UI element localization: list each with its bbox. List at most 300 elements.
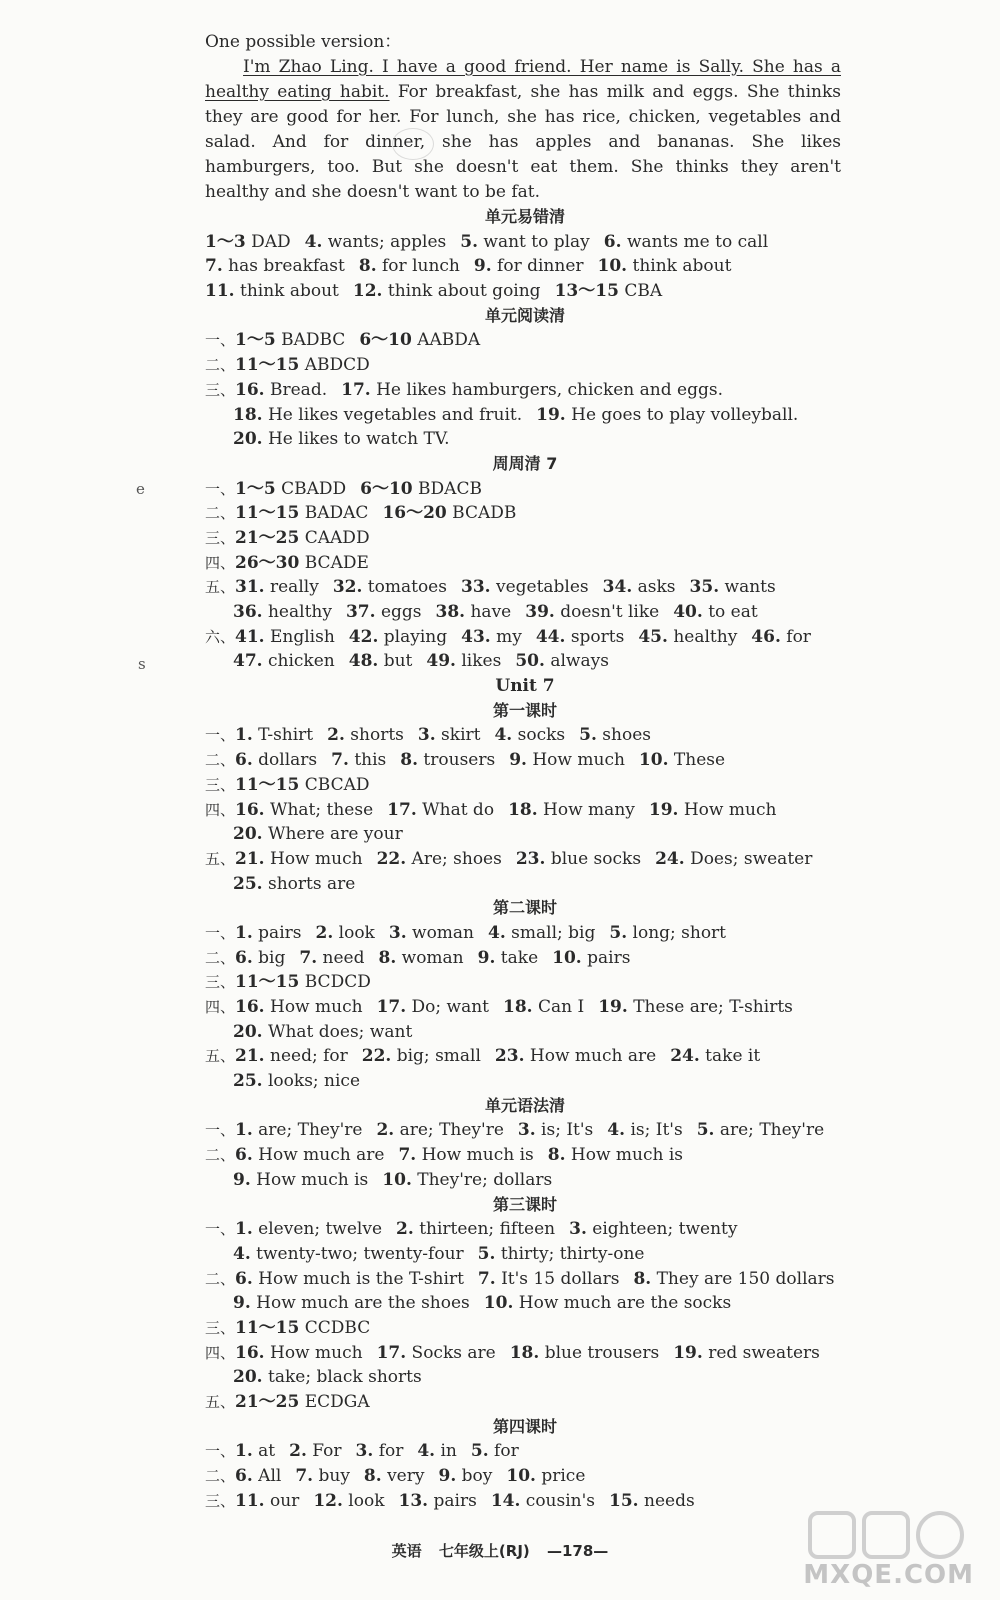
question-number: 35. (689, 577, 720, 598)
answer-line (205, 600, 845, 625)
section-heading: 第三课时 (492, 1194, 557, 1214)
answer-line (205, 921, 845, 946)
section-number: 二、 (205, 504, 236, 523)
question-number: 3. (417, 725, 436, 746)
answer-line (205, 526, 845, 551)
question-number: 9. (509, 750, 527, 771)
question-number: 31. (235, 577, 265, 598)
section-heading: Unit 7 (495, 676, 555, 697)
question-number: 18. (508, 799, 538, 820)
answer-item (233, 1367, 422, 1387)
answer-item (461, 627, 522, 647)
answer-text: but (383, 651, 413, 672)
answer-item (609, 1491, 695, 1511)
answer-item (341, 380, 723, 400)
question-number: 13～15 (554, 281, 619, 302)
answer-line (205, 1143, 845, 1168)
answer-item (235, 1219, 382, 1239)
answer-text: think about (239, 281, 339, 302)
section-heading: 单元阅读清 (484, 305, 565, 325)
answer-item (359, 330, 480, 350)
answer-item (751, 627, 811, 647)
answer-text: shorts are (267, 873, 356, 894)
question-number: 11. (235, 1490, 265, 1511)
answer-text: Do; want (411, 997, 490, 1017)
question-number: 15. (609, 1490, 639, 1511)
answer-item (495, 1046, 656, 1066)
answer-item (235, 948, 285, 968)
answer-text: has breakfast (228, 256, 345, 277)
question-number: 24. (655, 848, 685, 869)
answer-line (205, 798, 845, 823)
answer-item (418, 725, 481, 745)
answer-item (609, 923, 726, 943)
answer-line (205, 1118, 845, 1143)
question-number: 11～15 (235, 503, 300, 524)
answer-item (235, 800, 373, 820)
answer-item (555, 281, 663, 301)
answer-item (235, 1392, 370, 1412)
answer-text: doesn't like (560, 602, 660, 622)
question-number: 40. (673, 602, 703, 622)
answer-item (376, 1120, 503, 1140)
answer-text: eighteen; twenty (592, 1219, 738, 1240)
answer-text: How much is (421, 1145, 534, 1166)
question-number: 6. (235, 947, 253, 968)
answer-line (205, 427, 845, 452)
question-number: 4. (488, 922, 506, 943)
section-number: 三、 (205, 1491, 236, 1510)
question-number: 5. (696, 1120, 715, 1141)
question-number: 11～15 (235, 355, 300, 376)
answer-text: Are; shoes (411, 848, 502, 869)
answer-item (205, 281, 339, 301)
answer-item (346, 602, 422, 622)
answer-item (690, 577, 776, 597)
answer-text: big; small (396, 1046, 481, 1067)
answer-item (491, 1491, 595, 1511)
answer-item (478, 1244, 645, 1264)
answer-item (353, 281, 541, 301)
answer-item (598, 997, 793, 1017)
answer-blocks (205, 205, 845, 1513)
answer-text: for dinner (497, 256, 584, 277)
question-number: 25. (233, 1071, 263, 1092)
answer-item (400, 750, 495, 770)
answer-item (438, 1466, 492, 1486)
answer-item (471, 1441, 519, 1461)
answer-item (478, 948, 539, 968)
question-number: 3. (355, 1441, 374, 1462)
question-number: 7. (398, 1145, 417, 1166)
question-number: 7. (477, 1268, 496, 1289)
question-number: 45. (638, 626, 668, 647)
answer-item (205, 256, 345, 276)
answer-line (205, 1168, 845, 1193)
section-number: 三、 (205, 973, 236, 992)
answer-item (604, 232, 768, 252)
answer-text: woman (412, 922, 475, 943)
answer-text: pairs (258, 922, 302, 943)
section-number: 三、 (205, 775, 236, 794)
answer-item (331, 750, 386, 770)
answer-item (235, 1343, 363, 1363)
answer-text: wants; apples (327, 231, 447, 252)
answer-text: BCADB (452, 503, 517, 524)
answer-text: How much (270, 848, 363, 869)
question-number: 1～3 (205, 231, 246, 252)
question-number: 5. (579, 725, 597, 746)
answer-item (233, 1071, 360, 1091)
section-number: 二、 (205, 356, 236, 375)
answer-line (205, 575, 845, 600)
answer-item (417, 1441, 457, 1461)
question-number: 16. (235, 1342, 265, 1363)
answer-item (235, 1441, 275, 1461)
question-number: 32. (332, 577, 363, 598)
answer-text: What does; want (267, 1021, 413, 1042)
answer-line (205, 1341, 845, 1366)
question-number: 24. (670, 1046, 700, 1067)
answer-item (235, 528, 370, 548)
answer-item (235, 380, 327, 400)
answer-line (205, 1316, 845, 1341)
answer-item (382, 503, 516, 523)
answer-line (205, 1217, 845, 1242)
answer-item (233, 1293, 470, 1313)
question-number: 5. (609, 922, 628, 943)
answer-text: They are 150 dollars (656, 1268, 835, 1289)
answer-item (362, 1046, 481, 1066)
answer-line (205, 1267, 845, 1292)
section-number: 五、 (205, 849, 236, 868)
question-number: 11～15 (235, 1317, 300, 1338)
section-number: 三、 (205, 1318, 236, 1337)
question-number: 13. (398, 1490, 429, 1511)
answer-text: our (270, 1490, 300, 1511)
answer-item (233, 651, 335, 671)
answer-text: buy (318, 1466, 350, 1487)
answer-line (205, 328, 845, 353)
answer-item (235, 330, 345, 350)
answer-line (205, 254, 845, 279)
question-number: 21～25 (235, 527, 300, 548)
answer-text: for (494, 1441, 519, 1462)
answer-line (205, 403, 845, 428)
answer-line (205, 1489, 845, 1514)
margin-mark-e: e (136, 480, 145, 498)
answer-text: thirteen; fifteen (419, 1219, 556, 1240)
section-number: 二、 (205, 948, 236, 967)
answer-item (235, 479, 346, 499)
question-number: 17. (376, 997, 407, 1017)
answer-line (205, 773, 845, 798)
answer-item (377, 849, 502, 869)
answer-line (205, 1069, 845, 1094)
question-number: 19. (648, 799, 679, 820)
answer-text: are; They're (258, 1120, 363, 1141)
question-number: 21. (235, 848, 265, 869)
question-number: 17. (387, 799, 417, 820)
answer-text: thirty; thirty-one (500, 1243, 645, 1264)
footer-page-number: —178— (547, 1542, 609, 1560)
answer-line (205, 723, 845, 748)
answer-text: CBA (624, 281, 663, 302)
answer-item (364, 1466, 425, 1486)
answer-text: BADAC (304, 503, 369, 524)
answer-item (639, 750, 725, 770)
section-heading: 第二课时 (492, 898, 557, 918)
answer-line (205, 1365, 845, 1390)
answer-text: shoes (602, 725, 651, 746)
question-number: 9. (233, 1293, 251, 1314)
answer-item (536, 405, 798, 425)
question-number: 1. (235, 1219, 253, 1240)
question-number: 3. (569, 1219, 587, 1240)
answer-item (233, 602, 332, 622)
answer-line (205, 649, 845, 674)
answer-text: need; for (270, 1046, 348, 1067)
answer-item (315, 923, 374, 943)
answer-item (598, 256, 732, 276)
section-heading: 第一课时 (492, 700, 557, 720)
answer-item (235, 849, 363, 869)
question-number: 36. (233, 602, 263, 622)
question-number: 9. (233, 1169, 251, 1190)
question-number: 33. (460, 577, 491, 598)
answer-item (474, 256, 584, 276)
answer-line (205, 477, 845, 502)
answer-item (552, 948, 630, 968)
answer-item (233, 429, 450, 449)
answer-text: BCADE (304, 552, 369, 573)
answer-text: think about (632, 256, 732, 277)
question-number: 16. (235, 997, 265, 1017)
question-number: 11～15 (235, 972, 300, 993)
answer-line (205, 230, 845, 255)
essay-paragraph (205, 55, 841, 205)
answer-text: is; It's (541, 1120, 594, 1141)
answer-item (377, 997, 489, 1017)
answer-text: trousers (423, 750, 496, 771)
answer-text: asks (637, 577, 676, 598)
question-number: 42. (348, 626, 379, 647)
answer-text: shorts (350, 725, 404, 746)
answer-item (233, 1170, 368, 1190)
answer-line (205, 847, 845, 872)
watermark-logo-icon (802, 1505, 982, 1565)
answer-text: Socks are (411, 1342, 496, 1363)
question-number: 21. (235, 1046, 265, 1067)
answer-text: How much is (570, 1145, 684, 1166)
answer-text: red sweaters (708, 1342, 820, 1363)
question-number: 4. (494, 725, 513, 746)
section-number: 二、 (205, 1467, 236, 1486)
section-number: 三、 (205, 380, 236, 399)
section-number: 四、 (205, 998, 236, 1016)
question-number: 6. (235, 1466, 253, 1487)
question-number: 3. (388, 922, 407, 943)
answer-text: are; They're (719, 1120, 825, 1141)
question-number: 7. (205, 256, 223, 277)
answer-line (205, 1390, 845, 1415)
answer-item (579, 725, 651, 745)
section-number: 五、 (205, 1393, 236, 1411)
answer-item (569, 1219, 737, 1239)
question-number: 11. (205, 281, 235, 302)
answer-item (233, 405, 522, 425)
answer-item (299, 948, 364, 968)
answer-item (327, 725, 404, 745)
answer-item (510, 1343, 660, 1363)
question-number: 16. (235, 799, 265, 820)
section-number: 四、 (205, 1343, 236, 1362)
section-number: 一、 (205, 1220, 236, 1239)
section-number: 二、 (205, 1146, 236, 1165)
question-number: 7. (299, 947, 318, 968)
answer-text: How much (532, 750, 625, 771)
sample-essay (205, 30, 841, 205)
answer-item (673, 1343, 820, 1363)
question-number: 20. (233, 1367, 263, 1388)
answer-item (518, 1120, 593, 1140)
question-number: 19. (673, 1342, 703, 1363)
answer-line (205, 946, 845, 971)
answer-item (396, 1219, 555, 1239)
answer-text: my (496, 626, 522, 647)
answer-text: CCDBC (304, 1317, 371, 1338)
answer-text: think about going (387, 281, 541, 302)
answer-text: sports (570, 626, 625, 647)
answer-text: How much are the shoes (256, 1293, 470, 1314)
answer-text: healthy (267, 602, 332, 622)
answer-text: take it (705, 1046, 761, 1067)
answer-text: He goes to play volleyball. (571, 404, 799, 425)
answer-item (387, 800, 494, 820)
question-number: 2. (376, 1120, 395, 1141)
answer-text: really (270, 577, 319, 598)
answer-text: in (440, 1441, 457, 1462)
section-number: 一、 (205, 479, 236, 498)
question-number: 50. (515, 651, 545, 672)
question-number: 21～25 (235, 1392, 300, 1412)
question-number: 19. (536, 404, 566, 425)
question-number: 18. (503, 997, 533, 1017)
answer-text: BADBC (281, 330, 346, 351)
question-number: 10. (597, 256, 628, 277)
answer-text: How much (270, 997, 363, 1017)
answer-item (235, 750, 317, 770)
answer-text: dollars (258, 750, 318, 771)
answer-text: eleven; twelve (258, 1219, 383, 1240)
answer-text: twenty-two; twenty-four (256, 1243, 464, 1264)
question-number: 39. (525, 602, 555, 622)
answer-item (235, 627, 335, 647)
question-number: 11～15 (235, 774, 300, 795)
answer-item (509, 750, 625, 770)
answer-text: are; They're (399, 1120, 504, 1141)
question-number: 16. (235, 379, 265, 400)
answer-item (649, 800, 777, 820)
essay-body-text: For breakfast, she has milk and eggs. She thinks they are good for her. For lunch, she has rice, chicken, vegetables and salad. And for dinner, she has apples and bananas. She likes hamburgers, too. But she doesn't eat them. She thinks they aren't healthy and she doesn't want to be fat. (205, 82, 841, 202)
answer-line (205, 995, 845, 1020)
answer-text: CBCAD (304, 774, 370, 795)
answer-item (398, 1145, 533, 1165)
section-number: 五、 (205, 578, 236, 597)
answer-item (235, 355, 370, 375)
answer-text: skirt (441, 725, 481, 746)
question-number: 10. (638, 750, 669, 771)
answer-item (235, 775, 369, 795)
answer-item (333, 577, 447, 597)
answer-text: How much (270, 1342, 363, 1363)
question-number: 7. (295, 1466, 314, 1487)
question-number: 5. (460, 231, 478, 252)
answer-text: eggs (380, 602, 422, 622)
answer-text: All (258, 1466, 282, 1487)
answer-text: Bread. (270, 379, 328, 400)
answer-item (360, 479, 482, 499)
answer-item (235, 1046, 348, 1066)
answer-item (516, 849, 641, 869)
answer-text: very (387, 1466, 425, 1487)
section-number: 一、 (205, 1442, 236, 1461)
answer-text: He likes to watch TV. (267, 429, 450, 450)
answer-text: take (500, 947, 539, 968)
answer-text: How much are (258, 1145, 385, 1166)
question-number: 6～10 (359, 330, 412, 351)
answer-text: What do (422, 799, 495, 820)
answer-item (233, 874, 355, 894)
answer-line (205, 1464, 845, 1489)
answer-item (235, 577, 319, 597)
answer-item (235, 1318, 370, 1338)
answer-item (389, 923, 474, 943)
answer-text: How many (543, 799, 635, 820)
answer-text: BDACB (418, 478, 482, 499)
answer-text: It's 15 dollars (501, 1268, 620, 1289)
footer-subject: 英语 (391, 1542, 422, 1560)
answer-text: pairs (587, 947, 631, 968)
answer-line (205, 872, 845, 897)
question-number: 26～30 (235, 552, 300, 573)
question-number: 37. (345, 602, 376, 622)
answer-text: vegetables (495, 577, 589, 598)
answer-line (205, 353, 845, 378)
answer-text: needs (644, 1490, 695, 1511)
question-number: 3. (517, 1120, 536, 1141)
answer-item (633, 1269, 834, 1289)
question-number: 7. (331, 750, 349, 771)
answer-item (461, 577, 589, 597)
answer-text: Does; sweater (690, 848, 813, 869)
answer-line (205, 822, 845, 847)
question-number: 1. (235, 922, 253, 943)
answer-text: always (550, 651, 609, 672)
answer-item (548, 1145, 683, 1165)
question-number: 19. (598, 997, 628, 1017)
question-number: 17. (376, 1342, 407, 1363)
answer-item (235, 725, 313, 745)
question-number: 9. (438, 1466, 457, 1487)
question-number: 34. (602, 577, 633, 598)
question-number: 9. (477, 947, 496, 968)
question-number: 4. (233, 1243, 251, 1264)
answer-item (377, 1343, 496, 1363)
question-number: 12. (313, 1490, 343, 1511)
answer-item (233, 1022, 412, 1042)
section-heading: 周周清 7 (492, 453, 558, 473)
